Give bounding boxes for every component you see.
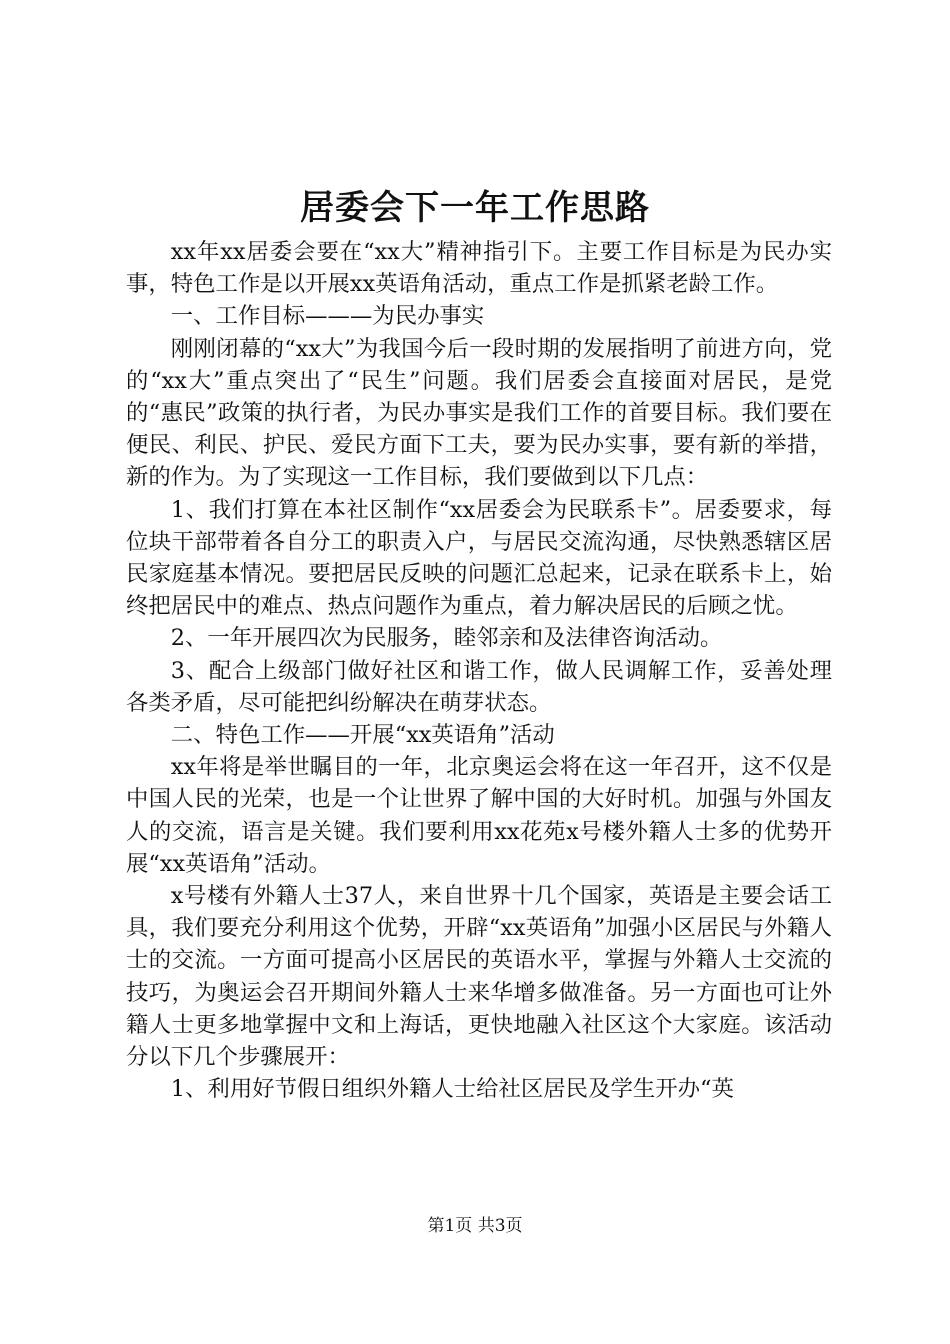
paragraph-section-2b: x号楼有外籍人士37人，来自世界十几个国家，英语是主要会话工具，我们要充分利用这个优势，开辟“xx英语角”加强小区居民与外籍人士的交流。一方面可提高小区居民的英语水平，掌握与外籍人士交流的技巧，为奥运会召开期间外籍人士来华增多做准备。另一方面也可让外籍人士更多地掌握中文和上海话，更快地融入社区这个大家庭。该活动分以下几个步骤展开： bbox=[126, 883, 832, 1071]
paragraph-section-2a: xx年将是举世瞩目的一年，北京奥运会将在这一年召开，这不仅是中国人民的光荣，也是一个让世界了解中国的大好时机。加强与外国友人的交流，语言是关键。我们要利用xx花苑x号楼外籍人士多的优势开展“xx英语角”活动。 bbox=[126, 754, 832, 877]
section-heading-1: 一、工作目标———为民办事实 bbox=[170, 303, 485, 330]
page-footer: 第1页 共3页 bbox=[427, 1216, 523, 1236]
list-item-2: 2、一年开展四次为民服务，睦邻亲和及法律咨询活动。 bbox=[170, 625, 723, 652]
document-title: 居委会下一年工作思路 bbox=[300, 188, 650, 228]
list-item-4: 1、利用好节假日组织外籍人士给社区居民及学生开办“英 bbox=[170, 1076, 734, 1103]
paragraph-section-1: 刚刚闭幕的“xx大”为我国今后一段时期的发展指明了前进方向，党的“xx大”重点突出了“民生”问题。我们居委会直接面对居民，是党的“惠民”政策的执行者，为民办事实是我们工作的首要目标。我们要在便民、利民、护民、爱民方面下工夫，要为民办实事，要有新的举措，新的作为。为了实现这一工作目标，我们要做到以下几点： bbox=[126, 335, 832, 491]
list-item-1: 1、我们打算在本社区制作“xx居委会为民联系卡”。居委要求，每位块干部带着各自分工的职责入户，与居民交流沟通，尽快熟悉辖区居民家庭基本情况。要把居民反映的问题汇总起来，记录在联系卡上，始终把居民中的难点、热点问题作为重点，着力解决居民的后顾之忧。 bbox=[126, 496, 832, 620]
paragraph-intro: xx年xx居委会要在“xx大”精神指引下。主要工作目标是为民办实事，特色工作是以开展xx英语角活动，重点工作是抓紧老龄工作。 bbox=[126, 239, 832, 298]
document-body bbox=[126, 236, 832, 1105]
list-item-3: 3、配合上级部门做好社区和谐工作，做人民调解工作，妥善处理各类矛盾，尽可能把纠纷解决在萌芽状态。 bbox=[126, 657, 832, 716]
section-heading-2: 二、特色工作——开展“xx英语角”活动 bbox=[170, 722, 555, 749]
